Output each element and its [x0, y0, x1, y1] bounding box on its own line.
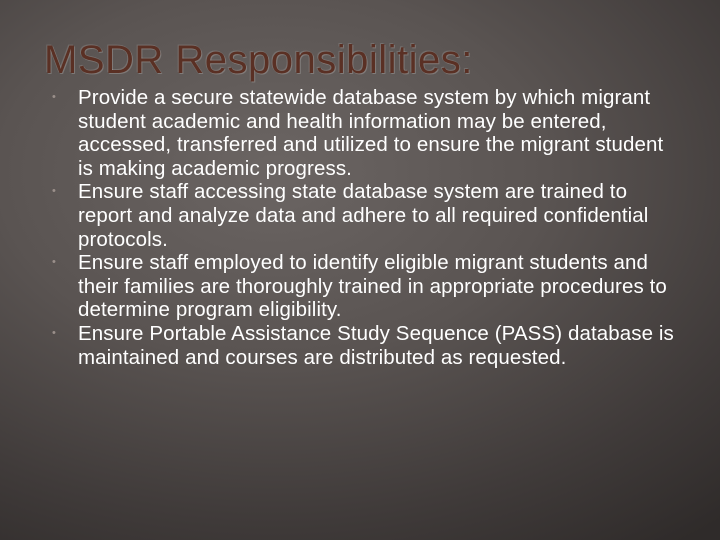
bullet-marker-icon: •	[52, 91, 56, 103]
bullet-text: Ensure staff employed to identify eligible migrant students and their families are thoroughly trained in appropriate procedures to determine program eligibility.	[78, 251, 667, 322]
bullet-item	[52, 180, 680, 251]
bullet-text: Provide a secure statewide database system by which migrant student academic and health information may be entered, accessed, transferred and utilized to ensure the migrant student is making academic progress.	[78, 86, 664, 180]
bullet-marker-icon: •	[52, 326, 56, 339]
bullet-marker-icon: •	[52, 256, 56, 269]
bullet-text: Ensure Portable Assistance Study Sequence (PASS) database is maintained and courses are distributed as requested.	[78, 321, 674, 369]
slide-title: MSDR Responsibilities:	[44, 38, 473, 82]
bullet-list	[52, 86, 680, 369]
bullet-item	[52, 86, 680, 180]
bullet-item	[52, 321, 680, 369]
bullet-text: Ensure staff accessing state database system are trained to report and analyze data and adhere to all required confidential protocols.	[78, 180, 649, 251]
bullet-item	[52, 251, 680, 322]
bullet-marker-icon: •	[52, 185, 56, 198]
